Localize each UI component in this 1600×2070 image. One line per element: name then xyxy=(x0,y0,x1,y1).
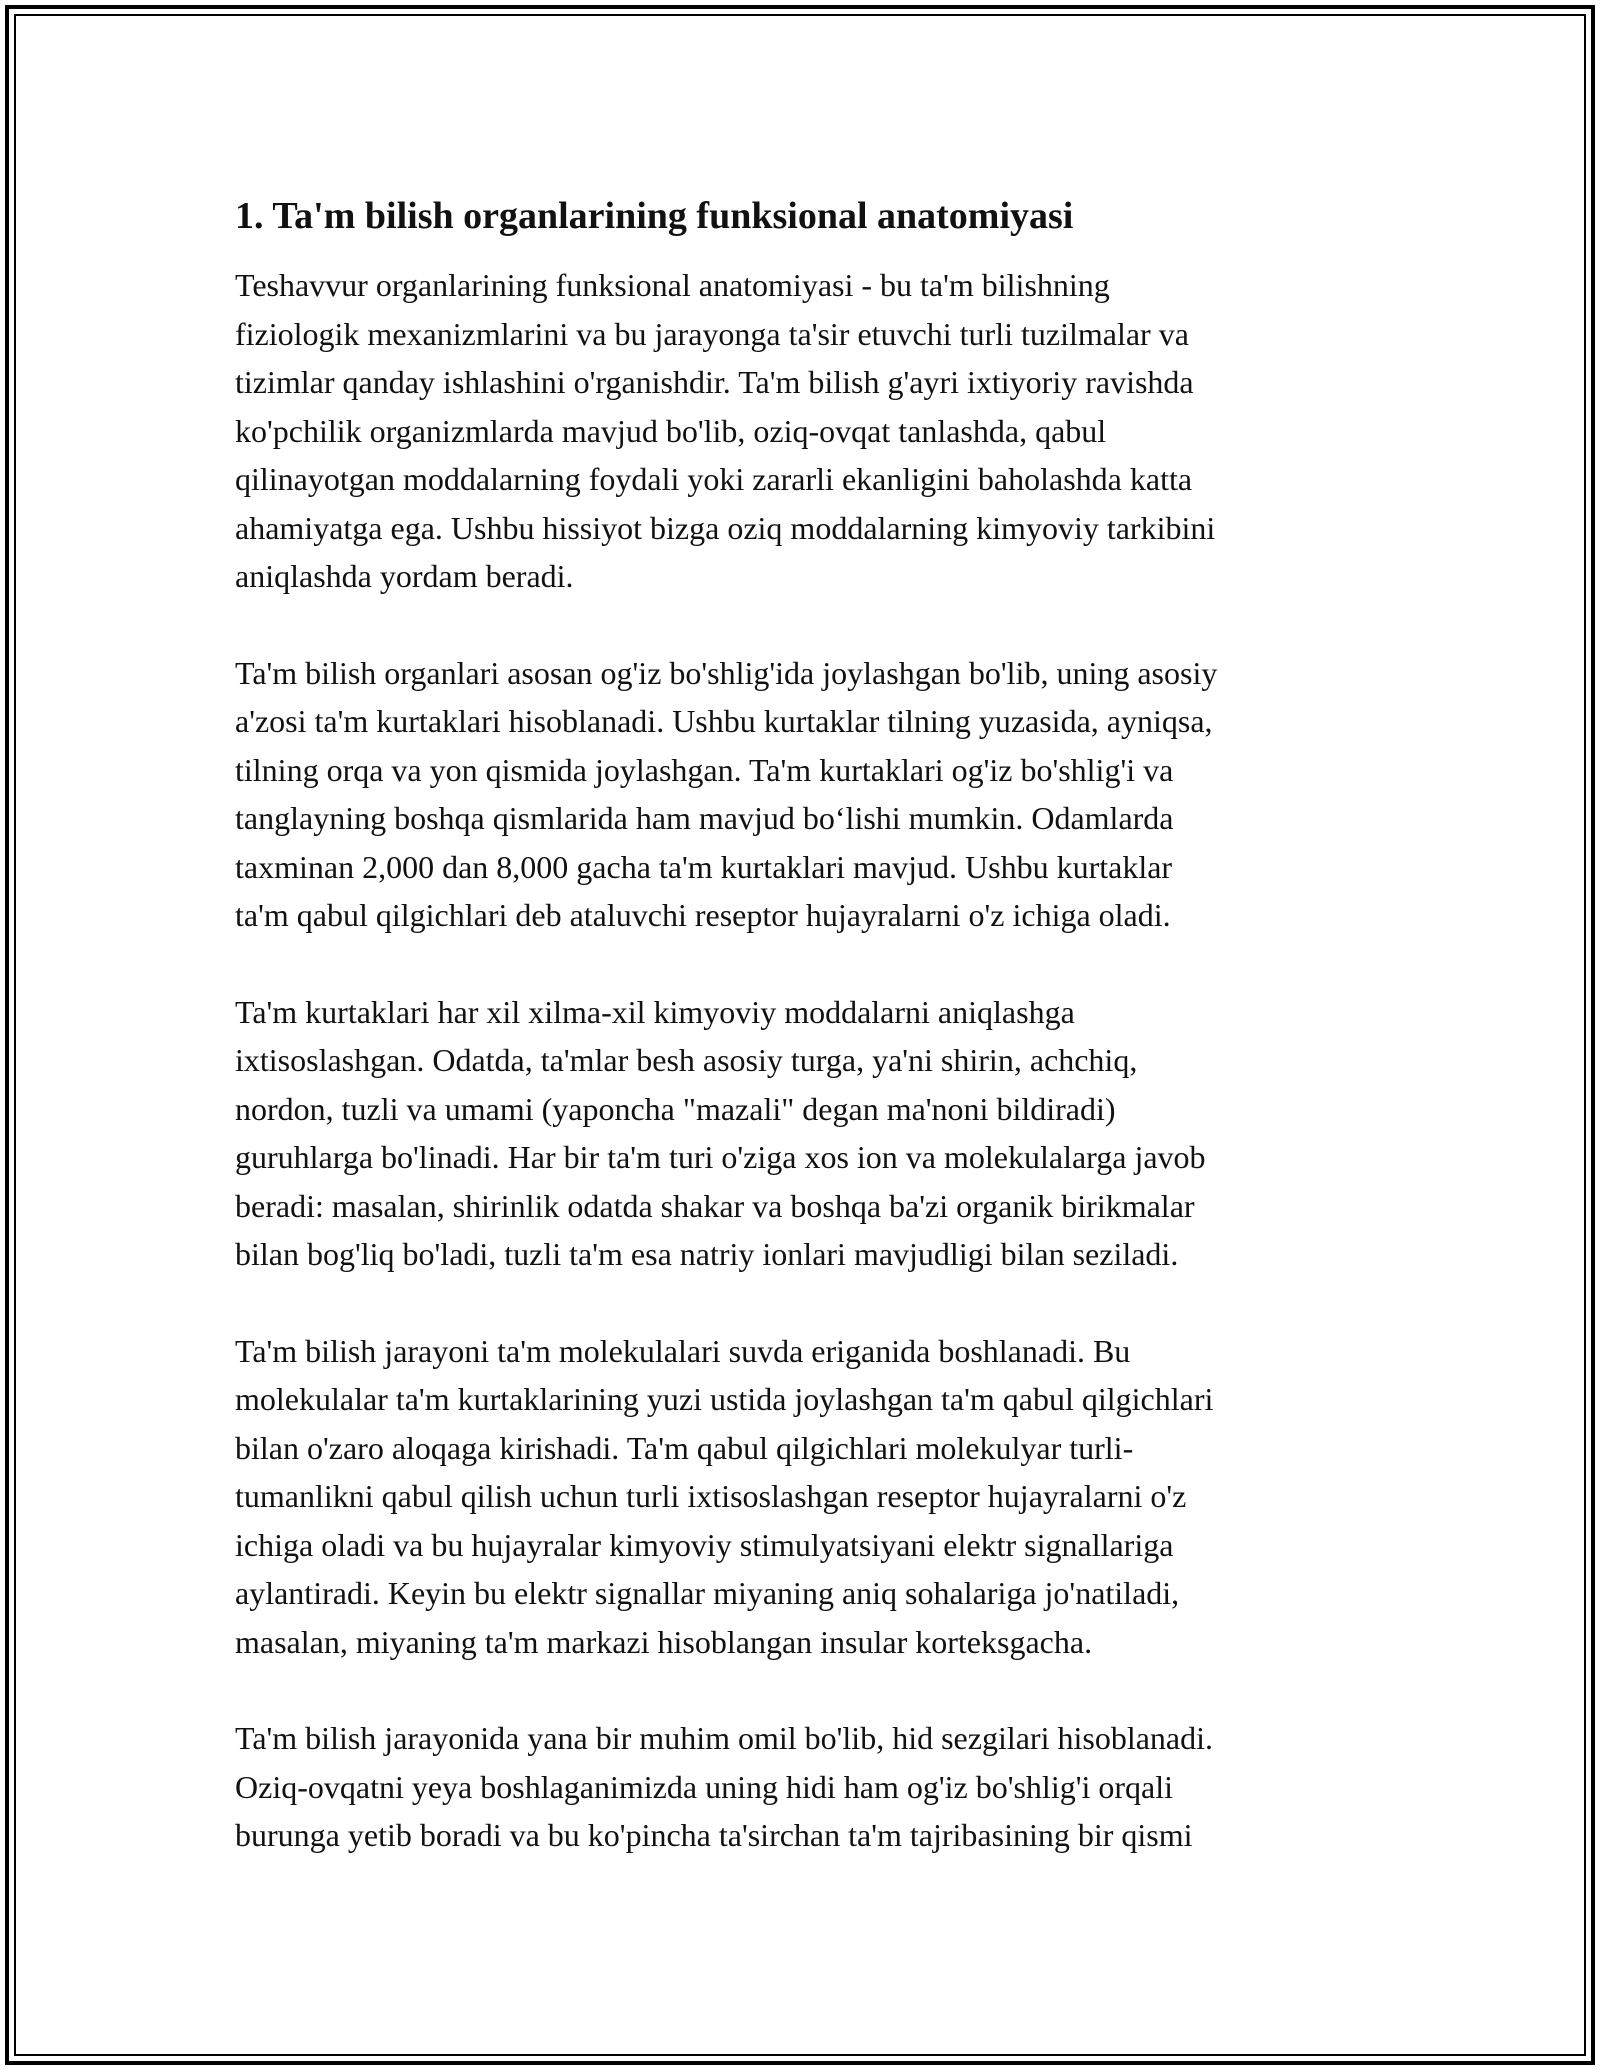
paragraph xyxy=(235,1327,1375,1667)
text-line: Ta'm bilish organlari asosan og'iz bo'shlig'ida joylashgan bo'lib, uning asosiy xyxy=(235,654,1218,691)
text-line: ichiga oladi va bu hujayralar kimyoviy stimulyatsiyani elektr signallariga xyxy=(235,1526,1174,1563)
section-heading: 1. Ta'm bilish organlarining funksional anatomiyasi xyxy=(235,195,1074,237)
text-line: burunga yetib boradi va bu ko'pincha ta'sirchan ta'm tajribasining bir qismi xyxy=(235,1817,1193,1853)
text-line: tizimlar qanday ishlashini o'rganishdir. Ta'm bilish g'ayri ixtiyoriy ravishda xyxy=(235,364,1194,400)
text-line: aniqlashda yordam beradi. xyxy=(235,558,574,594)
text-line: Ta'm bilish jarayoni ta'm molekulalari suvda eriganida boshlanadi. Bu xyxy=(235,1332,1131,1369)
text-line: masalan, miyaning ta'm markazi hisoblangan insular korteksgacha. xyxy=(235,1623,1093,1660)
text-line: qilinayotgan moddalarning foydali yoki zararli ekanligini baholashda katta xyxy=(235,461,1193,497)
text-line: guruhlarga bo'linadi. Har bir ta'm turi o'ziga xos ion va molekulalarga javob xyxy=(235,1139,1206,1175)
text-line: aylantiradi. Keyin bu elektr signallar miyaning aniq sohalariga jo'natiladi, xyxy=(235,1575,1180,1611)
text-line: Oziq-ovqatni yeya boshlaganimizda uning hidi ham og'iz bo'shlig'i orqali xyxy=(235,1768,1173,1805)
text-line: tanglayning boshqa qismlarida ham mavjud bo‘lishi mumkin. Odamlarda xyxy=(235,800,1174,836)
text-line: fiziologik mexanizmlarini va bu jarayonga ta'sir etuvchi turli tuzilmalar va xyxy=(235,315,1189,352)
paragraph xyxy=(235,988,1375,1279)
paragraph xyxy=(235,1714,1375,1860)
text-line: ta'm qabul qilgichlari deb ataluvchi reseptor hujayralarni o'z ichiga oladi. xyxy=(235,897,1171,933)
text-line: beradi: masalan, shirinlik odatda shakar va boshqa ba'zi organik birikmalar xyxy=(235,1187,1195,1224)
text-line: Ta'm bilish jarayonida yana bir muhim omil bo'lib, hid sezgilari hisoblanadi. xyxy=(235,1720,1213,1756)
text-line: ixtisoslashgan. Odatda, ta'mlar besh asosiy turga, ya'ni shirin, achchiq, xyxy=(235,1042,1138,1078)
paragraph xyxy=(235,649,1375,940)
text-line: molekulalar ta'm kurtaklarining yuzi ustida joylashgan ta'm qabul qilgichlari xyxy=(235,1381,1214,1417)
text-line: a'zosi ta'm kurtaklari hisoblanadi. Ushbu kurtaklar tilning yuzasida, ayniqsa, xyxy=(235,703,1213,739)
text-line: Teshavvur organlarining funksional anatomiyasi - bu ta'm bilishning xyxy=(235,267,1110,303)
text-line: taxminan 2,000 dan 8,000 gacha ta'm kurtaklari mavjud. Ushbu kurtaklar xyxy=(235,848,1173,885)
paragraph xyxy=(235,261,1375,601)
text-line: bilan o'zaro aloqaga kirishadi. Ta'm qabul qilgichlari molekulyar turli- xyxy=(235,1429,1134,1466)
text-line: bilan bog'liq bo'ladi, tuzli ta'm esa natriy ionlari mavjudligi bilan seziladi. xyxy=(235,1236,1179,1272)
text-line: Ta'm kurtaklari har xil xilma-xil kimyoviy moddalarni aniqlashga xyxy=(235,993,1075,1030)
text-line: ko'pchilik organizmlarda mavjud bo'lib, oziq-ovqat tanlashda, qabul xyxy=(235,412,1107,449)
text-line: nordon, tuzli va umami (yaponcha "mazali" degan ma'noni bildiradi) xyxy=(235,1090,1116,1127)
text-line: ahamiyatga ega. Ushbu hissiyot bizga oziq moddalarning kimyoviy tarkibini xyxy=(235,509,1216,546)
text-line: tumanlikni qabul qilish uchun turli ixtisoslashgan reseptor hujayralarni o'z xyxy=(235,1478,1187,1514)
text-line: tilning orqa va yon qismida joylashgan. Ta'm kurtaklari og'iz bo'shlig'i va xyxy=(235,751,1174,788)
document-body xyxy=(235,188,1375,1908)
